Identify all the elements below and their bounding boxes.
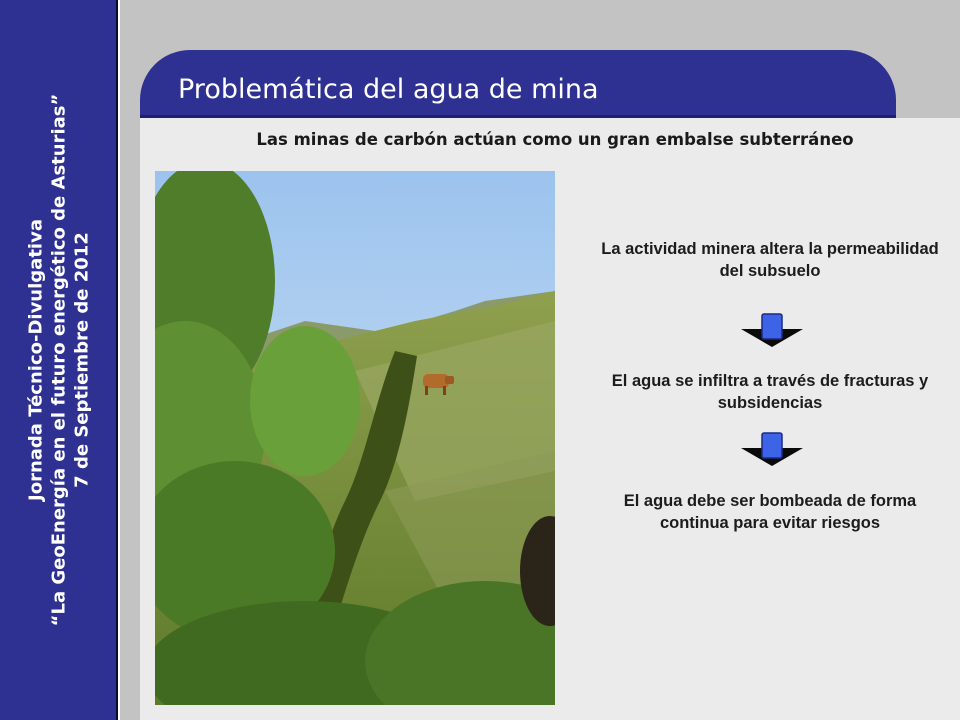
down-arrow-icon <box>741 313 803 349</box>
down-arrow-icon <box>741 432 803 468</box>
side-banner <box>0 0 118 720</box>
event-date: 7 de Septiembre de 2012 <box>71 232 93 488</box>
step-text: La actividad minera altera la permeabilidad del subsuelo <box>601 240 939 280</box>
step-text: El agua debe ser bombeada de forma continua para evitar riesgos <box>623 492 917 532</box>
event-theme: “La GeoEnergía en el futuro energético de Asturias” <box>48 93 70 627</box>
photo-illustration <box>155 171 555 705</box>
step-text: El agua se infiltra a través de fracturas y subsidencias <box>611 372 929 412</box>
hillside-photo <box>155 171 555 705</box>
event-name: Jornada Técnico-Divulgativa <box>25 219 47 501</box>
title-underline <box>140 115 896 118</box>
slide-subtitle: Las minas de carbón actúan como un gran embalse subterráneo <box>256 130 854 149</box>
page-title: Problemática del agua de mina <box>178 74 599 105</box>
event-info <box>25 10 94 710</box>
